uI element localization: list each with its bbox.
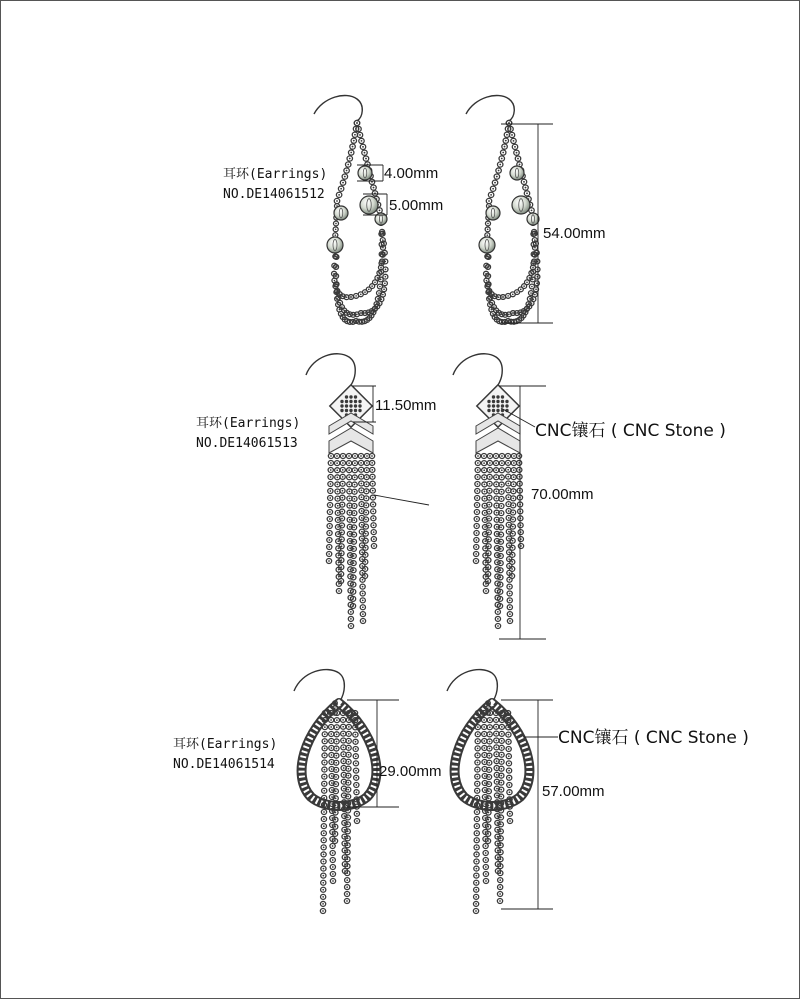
fringe-chain	[473, 454, 480, 564]
ear-hook	[294, 670, 344, 701]
pearl-bead	[527, 213, 539, 225]
fringe-chain	[473, 711, 480, 914]
pearl-bead	[512, 196, 530, 214]
pearl-bead	[327, 237, 343, 253]
pearl-bead	[479, 237, 495, 253]
chain-left-strand	[334, 120, 359, 203]
pearl-bead	[510, 166, 524, 180]
earring-1-left-view	[314, 95, 388, 324]
large-bead-size: 5.00mm	[389, 197, 444, 214]
fringe-chain	[332, 711, 339, 844]
callout-3	[523, 727, 749, 748]
chain-left-strand	[486, 120, 511, 203]
pearl-bead	[358, 166, 372, 180]
top-size-2: 11.50mm	[375, 397, 437, 414]
earring-2-left-view	[306, 354, 377, 629]
cnc-stone-callout-2: CNC镶石 ( CNC Stone )	[535, 421, 726, 441]
earring-1	[223, 95, 606, 324]
length-1: 54.00mm	[543, 225, 606, 242]
technical-drawing	[1, 1, 800, 1000]
dimension-drop-3	[347, 700, 442, 807]
earring-2-name: 耳环(Earrings)	[196, 416, 301, 431]
earring-1-name: 耳环(Earrings)	[223, 167, 328, 182]
earring-3-name: 耳环(Earrings)	[173, 737, 278, 752]
fringe-chain	[485, 711, 492, 844]
fringe-chain	[485, 454, 492, 584]
earring-2-number: NO.DE14061513	[196, 436, 298, 451]
earring-3-number: NO.DE14061514	[173, 757, 275, 772]
length-3: 57.00mm	[542, 783, 605, 800]
earring-3	[173, 670, 749, 914]
ear-hook	[453, 354, 502, 385]
ear-hook	[306, 354, 355, 385]
leader-line	[374, 495, 429, 505]
drop-size-3: 29.00mm	[379, 763, 442, 780]
earring-2	[196, 354, 726, 639]
fringe-chain	[326, 454, 333, 564]
earring-1-right-view	[466, 95, 540, 324]
pearl-bead	[334, 206, 348, 220]
chevron-plate	[329, 428, 373, 453]
chevron-plate	[476, 428, 520, 453]
cnc-stone-callout-3: CNC镶石 ( CNC Stone )	[558, 728, 749, 748]
ear-hook	[314, 95, 362, 121]
pearl-bead	[360, 196, 378, 214]
earring-1-number: NO.DE14061512	[223, 187, 325, 202]
length-2: 70.00mm	[531, 486, 594, 503]
callout-2	[501, 408, 726, 441]
ear-hook	[447, 670, 497, 701]
ear-hook	[466, 95, 514, 121]
earring-3-right-view	[447, 670, 529, 914]
pearl-bead	[486, 206, 500, 220]
fringe-chain	[369, 454, 376, 549]
fringe-chain	[338, 454, 345, 584]
dimension-length-1	[501, 124, 606, 323]
earring-3-left-view	[294, 670, 376, 914]
fringe-chain	[320, 711, 327, 914]
earring-2-right-view	[453, 354, 524, 629]
small-bead-size: 4.00mm	[384, 165, 439, 182]
